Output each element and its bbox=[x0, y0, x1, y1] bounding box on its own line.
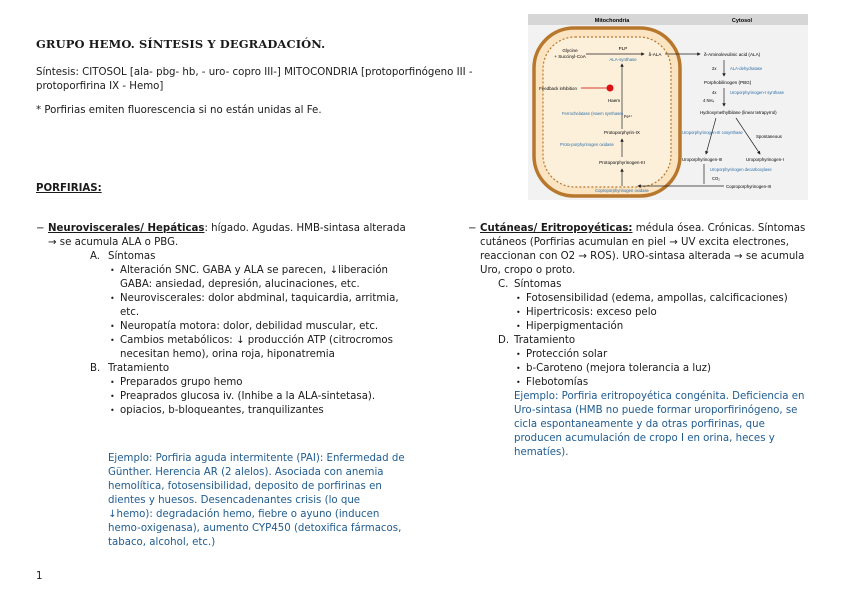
glycine-label: Glycine bbox=[562, 48, 578, 53]
uro1-label: Uroporphyrinogen-I bbox=[746, 157, 784, 162]
list-item: • Hiperpigmentación bbox=[514, 320, 814, 334]
list-item: • Preparados grupo hemo bbox=[108, 376, 408, 390]
list-item: • b-Caroteno (mejora tolerancia a luz) bbox=[514, 362, 814, 376]
list-item: • Alteración SNC. GABA y ALA se parecen, ↓liberación GABA: ansiedad, depresión, alucinaciones, etc. bbox=[108, 264, 408, 292]
x2-label: 2x bbox=[712, 66, 717, 71]
list-item: • Hipertricosis: exceso pelo bbox=[514, 306, 814, 320]
haem-label: Haem bbox=[607, 98, 621, 103]
pbg-label: Porphobilinogen (PBG) bbox=[704, 80, 752, 85]
uro1-synthase-label: Uroporphyrinogen-I synthase bbox=[730, 90, 785, 95]
section-b-heading bbox=[90, 362, 408, 376]
list-item: • Protección solar bbox=[514, 348, 814, 362]
protoporphyrin-ix-label: Protoporphyrin-IX bbox=[603, 130, 641, 135]
delta-ala-label: δ-ALA bbox=[648, 52, 662, 57]
list-item: • opiacios, b-bloqueantes, tranquilizantes bbox=[108, 404, 408, 418]
cpg-iii-label: Coproporphyrinogen-III bbox=[726, 184, 772, 189]
cpgo-label: Coproporphyrinogen oxidase bbox=[595, 188, 649, 193]
left-column bbox=[36, 222, 408, 418]
spontaneous-label: Spontaneous bbox=[756, 134, 782, 139]
page-number: 1 bbox=[36, 571, 43, 582]
list-item: • Fotosensibilidad (edema, ampollas, calcificaciones) bbox=[514, 292, 814, 306]
cutaneous-intro bbox=[468, 222, 814, 278]
section-a-heading bbox=[90, 250, 408, 264]
ppgo-label: Proto-porphyrinogen oxidase bbox=[560, 142, 614, 147]
cutaneous-heading: Cutáneas/ Eritropoyéticas: bbox=[480, 223, 633, 234]
heme-pathway-figure bbox=[528, 14, 808, 200]
heme-pathway-diagram bbox=[528, 14, 808, 200]
section-d-title: Tratamiento bbox=[514, 335, 576, 346]
porfirias-heading: PORFIRIAS: bbox=[36, 183, 102, 194]
ala-synthase-label: ALA-synthase bbox=[609, 57, 637, 62]
plp-label: PLP bbox=[618, 46, 628, 51]
uro3-cosynthase-label: Uroporphyrinogen-III cosynthase bbox=[682, 130, 743, 135]
section-c-heading bbox=[498, 278, 814, 292]
feedback-label: Feedback inhibition bbox=[539, 86, 577, 91]
list-item: • Preaprados glucosa iv. (Inhibe a la ALA-sintetasa). bbox=[108, 390, 408, 404]
right-column bbox=[468, 222, 814, 460]
section-a-title: Síntomas bbox=[108, 251, 156, 262]
feedback-inhibition-marker bbox=[607, 85, 614, 92]
hepatic-heading: Neuroviscerales/ Hepáticas bbox=[48, 223, 205, 234]
section-a-list bbox=[108, 264, 408, 362]
list-item: • Neuroviscerales: dolor abdminal, taquicardia, arritmia, etc. bbox=[108, 292, 408, 320]
nh4-label: 4 NH₄ bbox=[703, 98, 715, 103]
fluorescence-note: * Porfirias emiten fluorescencia si no están unidas al Fe. bbox=[36, 105, 322, 116]
section-b-label: B. bbox=[90, 363, 101, 374]
hepatic-example: Ejemplo: Porfiria aguda intermitente (PAI): Enfermedad de Günther. Herencia AR (2 alelos). Asociada con anemia hemolítica, fotosensibilidad, deposito de porfirinas en dientes y huesos. Desencadenantes crisis (lo que ↓hemo): degradación hemo, fiebre o ayuno (inducen hemo-oxigenasa), aumento CYP450 (detoxifica fármacos, tabaco, alcohol, etc.) bbox=[108, 453, 405, 548]
section-c-label: C. bbox=[498, 279, 509, 290]
urod-label: Uroporphyrinogen decarboxylase bbox=[710, 167, 772, 172]
page-title: GRUPO HEMO. SÍNTESIS Y DEGRADACIÓN. bbox=[36, 37, 326, 51]
figure-header bbox=[528, 14, 808, 25]
section-b-list bbox=[108, 376, 408, 418]
list-item: • Neuropatía motora: dolor, debilidad muscular, etc. bbox=[108, 320, 408, 334]
hmb-label: Hydroxymethylbilane (linear tetrapyrrol) bbox=[700, 110, 777, 115]
cutaneous-intro-text: médula ósea. Crónicas. Síntomas cutáneos (Porfirias acumulan en piel → UV excita electrones, reaccionan con O2 → ROS). URO-sintasa alterada → se acumula Uro, cropo o proto. bbox=[480, 223, 806, 276]
hepatic-sections bbox=[90, 250, 408, 418]
list-item: • Flebotomías bbox=[514, 376, 814, 390]
dash-marker: − bbox=[468, 223, 477, 234]
mitochondria-label: Mitochondria bbox=[594, 18, 630, 24]
section-c-list bbox=[514, 292, 814, 334]
section-a-label: A. bbox=[90, 251, 101, 262]
section-c-title: Síntomas bbox=[514, 279, 562, 290]
section-d-heading bbox=[498, 334, 814, 348]
hepatic-intro-text: : hígado. Agudas. HMB-sintasa alterada → se acumula ALA o PBG. bbox=[48, 223, 406, 248]
ppg-iii-label: Protoporphyrinogen-III bbox=[599, 160, 645, 165]
section-d-label: D. bbox=[498, 335, 510, 346]
ala-full-label: δ-Aminolevulinic acid (ALA) bbox=[704, 52, 761, 57]
succinyl-coa-label: + Succinyl-CoA bbox=[554, 54, 586, 59]
cutaneous-example: Ejemplo: Porfiria eritropoyética congénita. Deficiencia en Uro-sintasa (HMB no puede formar uroporfirinógeno, se cicla espontaneamente y da otras porfirinas, que producen acumulación de cropo I en orina, heces y hematíes). bbox=[514, 391, 805, 458]
uro3-label: Uroporphyrinogen-III bbox=[682, 157, 723, 162]
hepatic-intro bbox=[36, 222, 408, 250]
dash-marker: − bbox=[36, 223, 45, 234]
fe-label: Fe²⁺ bbox=[624, 114, 633, 119]
section-b-title: Tratamiento bbox=[108, 363, 170, 374]
cytosol-label: Cytosol bbox=[731, 18, 753, 24]
cutaneous-sections bbox=[498, 278, 814, 460]
list-item: • Cambios metabólicos: ↓ producción ATP (citrocromos necesitan hemo), orina roja, hiponatremia bbox=[108, 334, 408, 362]
section-d-list bbox=[514, 348, 814, 390]
co2-label: CO₂ bbox=[712, 176, 720, 181]
ala-dehydratase-label: ALA-dehydratase bbox=[730, 66, 763, 71]
x4-label: 4x bbox=[712, 90, 717, 95]
synthesis-text: Síntesis: CITOSOL [ala- pbg- hb, - uro- copro III-] MITOCONDRIA [protoporfinógeno III - protoporfirina IX - Hemo] bbox=[36, 67, 473, 92]
ferrochelatase-label: Ferrochelatase (Haem synthase) bbox=[562, 111, 623, 116]
